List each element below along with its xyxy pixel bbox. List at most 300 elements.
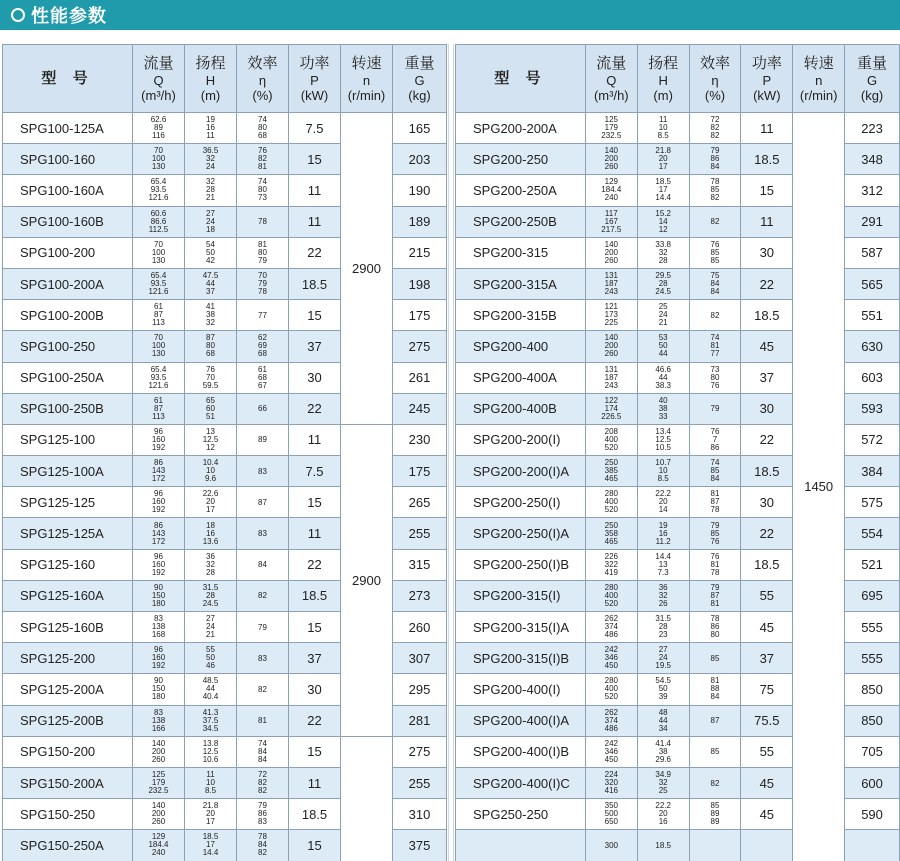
speed-cell: [341, 736, 393, 861]
q-value: 346: [604, 746, 618, 756]
model-cell: SPG200-315(I)A: [456, 612, 586, 643]
power-cell: 18.5: [741, 456, 793, 487]
model-cell: SPG200-250B: [456, 206, 586, 237]
q-cell: [133, 549, 185, 580]
e-value: 82: [258, 591, 267, 601]
e-value: 80: [258, 185, 267, 195]
h-value: 17: [206, 817, 215, 827]
table-header: [3, 45, 447, 113]
power-cell: 15: [289, 144, 341, 175]
power-cell: 18.5: [741, 300, 793, 331]
q-value: 138: [151, 622, 166, 632]
q-value: 87: [154, 310, 163, 320]
e-value: 62: [258, 333, 267, 343]
e-value: 77: [710, 349, 720, 359]
h-value: 19: [206, 115, 215, 125]
q-value: 87: [154, 403, 163, 413]
h-cell: [185, 175, 237, 206]
q-value: 150: [151, 684, 166, 694]
h-cell: [185, 206, 237, 237]
model-cell: SPG100-250: [3, 331, 133, 362]
weight-cell: 850: [845, 674, 900, 705]
e-value: 80: [258, 247, 267, 257]
q-value: 385: [604, 466, 618, 476]
h-value: 41.4: [655, 738, 671, 748]
e-value: 84: [258, 754, 267, 764]
e-value: 72: [710, 115, 720, 125]
e-cell: [689, 300, 741, 331]
h-cell: [185, 830, 237, 861]
q-value: 93.5: [150, 279, 167, 289]
h-value: 59.5: [202, 380, 219, 390]
power-cell: 15: [289, 612, 341, 643]
q-value: 192: [151, 567, 166, 577]
power-cell: 11: [289, 175, 341, 206]
q-cell: [585, 643, 637, 674]
h-cell: [185, 144, 237, 175]
q-cell: [585, 518, 637, 549]
h-value: 16: [206, 123, 215, 133]
e-cell: [689, 487, 741, 518]
h-cell: [185, 736, 237, 767]
header-flow-line: 流量: [143, 54, 174, 72]
model-cell: SPG200-400(I)B: [456, 736, 586, 767]
e-cell: [237, 456, 289, 487]
h-value: 26: [658, 598, 668, 608]
e-value: 7: [712, 434, 718, 444]
e-value: 89: [710, 817, 720, 827]
header-row: [3, 45, 447, 113]
header-power-line: 功率: [299, 54, 330, 72]
weight-cell: 203: [393, 144, 447, 175]
h-value: 27: [658, 645, 668, 655]
e-cell: [689, 456, 741, 487]
e-value: 85: [710, 528, 720, 538]
q-value: 224: [604, 770, 618, 780]
power-cell: 30: [289, 362, 341, 393]
e-value: 87: [710, 716, 720, 726]
h-cell: [637, 268, 689, 299]
h-value: 12: [206, 442, 215, 452]
e-cell: [689, 736, 741, 767]
h-value: 23: [658, 630, 668, 640]
e-value: 85: [710, 466, 720, 476]
header-row: [456, 45, 900, 113]
e-cell: [689, 767, 741, 798]
q-value: 260: [151, 817, 166, 827]
q-value: 130: [151, 162, 166, 172]
h-value: 21: [206, 193, 215, 203]
e-cell: [689, 612, 741, 643]
model-cell: SPG200-250(I): [456, 487, 586, 518]
h-value: 22.2: [655, 489, 671, 499]
e-cell: [237, 487, 289, 518]
q-cell: [133, 300, 185, 331]
header-head-line: (m): [653, 87, 673, 103]
h-value: 8.5: [657, 474, 669, 484]
h-value: 38.3: [655, 380, 671, 390]
h-cell: [637, 767, 689, 798]
header-weight-line: 重量: [404, 54, 435, 72]
h-cell: [637, 674, 689, 705]
h-value: 32: [206, 154, 215, 164]
h-cell: [185, 331, 237, 362]
header-speed: [793, 45, 845, 113]
header-flow: [585, 45, 637, 113]
h-value: 11: [206, 770, 215, 780]
h-cell: [185, 424, 237, 455]
h-value: 21: [206, 630, 215, 640]
model-cell: SPG125-125: [3, 487, 133, 518]
e-cell: [689, 643, 741, 674]
power-cell: 30: [289, 674, 341, 705]
e-value: 85: [710, 653, 720, 663]
e-value: 81: [258, 239, 267, 249]
q-cell: [585, 830, 637, 861]
h-value: 32: [658, 247, 668, 257]
q-value: 100: [151, 154, 166, 164]
header-weight-line: 重量: [857, 54, 888, 72]
weight-cell: 275: [393, 736, 447, 767]
h-value: 10: [206, 778, 215, 788]
h-value: 29.6: [655, 754, 671, 764]
e-value: 82: [258, 684, 267, 694]
h-value: 47.5: [202, 271, 219, 281]
q-cell: [133, 705, 185, 736]
q-value: 226: [604, 551, 618, 561]
model-cell: SPG200-315B: [456, 300, 586, 331]
q-value: 130: [151, 349, 166, 359]
header-power-line: P: [310, 72, 319, 88]
q-cell: [585, 456, 637, 487]
q-value: 121.6: [148, 380, 169, 390]
performance-table-left: [2, 44, 447, 861]
q-value: 280: [604, 582, 618, 592]
e-value: 79: [710, 582, 720, 592]
header-eff-line: η: [258, 72, 267, 88]
h-value: 32: [658, 590, 668, 600]
q-value: 225: [604, 318, 618, 328]
q-value: 280: [604, 489, 618, 499]
h-value: 17: [206, 840, 215, 850]
h-value: 68: [206, 349, 215, 359]
e-cell: [237, 237, 289, 268]
power-cell: 55: [741, 736, 793, 767]
model-cell: SPG125-100: [3, 424, 133, 455]
model-cell: SPG125-100A: [3, 456, 133, 487]
q-value: 168: [151, 630, 166, 640]
h-value: 16: [658, 528, 668, 538]
e-cell: [689, 362, 741, 393]
q-value: 520: [604, 505, 618, 515]
h-value: 14.4: [202, 848, 219, 858]
q-value: 322: [604, 559, 618, 569]
weight-cell: 261: [393, 362, 447, 393]
e-value: 74: [258, 177, 267, 187]
e-value: 84: [710, 287, 720, 297]
e-cell: [689, 518, 741, 549]
weight-cell: 630: [845, 331, 900, 362]
weight-cell: 705: [845, 736, 900, 767]
h-value: 42: [206, 255, 215, 265]
q-value: 129: [151, 832, 166, 842]
h-value: 10.4: [202, 458, 219, 468]
e-value: 68: [258, 131, 267, 141]
q-cell: [585, 113, 637, 144]
q-cell: [133, 113, 185, 144]
header-speed-line: n: [815, 72, 823, 88]
weight-cell: 551: [845, 300, 900, 331]
model-cell: SPG200-400(I)A: [456, 705, 586, 736]
q-cell: [585, 705, 637, 736]
e-value: 79: [710, 146, 720, 156]
h-cell: [637, 549, 689, 580]
e-value: 82: [710, 193, 720, 203]
e-value: 79: [710, 404, 720, 414]
weight-cell: 310: [393, 799, 447, 830]
h-value: 40: [658, 395, 668, 405]
q-value: 179: [604, 123, 618, 133]
header-eff-line: 效率: [247, 54, 278, 72]
h-value: 12.5: [655, 434, 671, 444]
q-value: 179: [151, 778, 166, 788]
h-value: 10.7: [655, 458, 671, 468]
e-cell: [237, 206, 289, 237]
e-value: 86: [258, 809, 267, 819]
h-value: 46.6: [655, 364, 671, 374]
e-cell: [689, 393, 741, 424]
h-cell: [637, 393, 689, 424]
q-cell: [585, 487, 637, 518]
e-cell: [689, 331, 741, 362]
q-value: 243: [604, 380, 618, 390]
h-value: 50: [206, 247, 215, 257]
q-value: 320: [604, 778, 618, 788]
h-cell: [185, 674, 237, 705]
h-value: 18.5: [655, 840, 671, 850]
power-cell: 75.5: [741, 705, 793, 736]
q-value: 226.5: [601, 411, 622, 421]
model-cell: SPG200-250(I)B: [456, 549, 586, 580]
h-value: 33.8: [655, 239, 671, 249]
h-value: 11: [206, 131, 215, 141]
weight-cell: 295: [393, 674, 447, 705]
q-value: 200: [604, 247, 618, 257]
e-value: 82: [258, 154, 267, 164]
e-cell: [689, 674, 741, 705]
header-speed: [341, 45, 393, 113]
header-weight-line: G: [414, 72, 425, 88]
header-eff-line: (%): [252, 87, 273, 103]
h-value: 21.8: [655, 146, 671, 156]
h-cell: [637, 518, 689, 549]
e-cell: [237, 643, 289, 674]
e-cell: [237, 705, 289, 736]
e-value: 83: [258, 529, 267, 539]
weight-cell: 275: [393, 331, 447, 362]
q-value: 200: [151, 746, 166, 756]
h-cell: [185, 612, 237, 643]
power-cell: 18.5: [741, 144, 793, 175]
q-value: 172: [151, 536, 166, 546]
q-value: 500: [604, 809, 618, 819]
model-cell: SPG150-250: [3, 799, 133, 830]
h-value: 39: [658, 692, 668, 702]
e-value: 83: [258, 817, 267, 827]
q-value: 180: [151, 692, 166, 702]
q-cell: [133, 362, 185, 393]
section-title: 性能参数: [31, 6, 107, 26]
model-cell: SPG200-200(I): [456, 424, 586, 455]
h-value: 19: [658, 520, 668, 530]
h-cell: [185, 549, 237, 580]
q-value: 240: [151, 848, 166, 858]
q-cell: [133, 674, 185, 705]
h-cell: [637, 206, 689, 237]
q-value: 232.5: [601, 131, 622, 141]
q-value: 260: [151, 754, 166, 764]
q-value: 262: [604, 614, 618, 624]
weight-cell: 215: [393, 237, 447, 268]
q-value: 113: [152, 411, 165, 421]
model-cell: SPG100-125A: [3, 113, 133, 144]
q-cell: [133, 518, 185, 549]
h-value: 55: [206, 645, 215, 655]
power-cell: 37: [289, 643, 341, 674]
q-value: 96: [154, 645, 163, 655]
weight-cell: 521: [845, 549, 900, 580]
power-cell: 18.5: [741, 549, 793, 580]
h-value: 18.5: [202, 832, 219, 842]
h-value: 41: [206, 302, 215, 312]
header-eff-line: 效率: [699, 54, 730, 72]
h-cell: [637, 643, 689, 674]
e-value: 70: [258, 271, 267, 281]
h-value: 54.5: [655, 676, 671, 686]
power-cell: 37: [741, 643, 793, 674]
q-cell: [133, 393, 185, 424]
power-cell: 30: [741, 237, 793, 268]
header-model: 型 号: [3, 45, 133, 113]
h-value: 28: [658, 255, 668, 265]
h-value: 24.5: [655, 287, 671, 297]
weight-cell: 348: [845, 144, 900, 175]
h-value: 10: [206, 466, 215, 476]
h-value: 31.5: [655, 614, 671, 624]
h-cell: [637, 424, 689, 455]
e-value: 84: [710, 474, 720, 484]
e-cell: [237, 424, 289, 455]
h-cell: [185, 300, 237, 331]
q-value: 465: [604, 536, 618, 546]
e-value: 82: [710, 123, 720, 133]
header-eff: [689, 45, 741, 113]
e-value: 85: [710, 255, 720, 265]
header-head-line: 扬程: [648, 54, 679, 72]
header-flow-line: 流量: [596, 54, 627, 72]
h-value: 20: [658, 154, 668, 164]
e-cell: [237, 674, 289, 705]
weight-cell: 603: [845, 362, 900, 393]
model-cell: SPG125-160: [3, 549, 133, 580]
h-value: 17: [658, 162, 668, 172]
q-cell: [585, 549, 637, 580]
e-cell: [237, 518, 289, 549]
q-cell: [133, 237, 185, 268]
h-value: 27: [206, 208, 215, 218]
e-cell: [237, 331, 289, 362]
e-value: 67: [258, 380, 267, 390]
h-value: 40.4: [202, 692, 219, 702]
h-value: 76: [206, 364, 215, 374]
h-value: 9.6: [204, 474, 217, 484]
q-value: 400: [604, 497, 618, 507]
h-value: 44: [206, 279, 215, 289]
power-cell: 15: [289, 736, 341, 767]
h-value: 24.5: [202, 598, 219, 608]
model-cell: SPG150-250A: [3, 830, 133, 861]
q-value: 90: [154, 676, 163, 686]
e-value: 82: [258, 848, 267, 858]
header-speed-line: (r/min): [799, 87, 838, 103]
table-body: [456, 113, 900, 861]
weight-cell: 850: [845, 705, 900, 736]
model-cell: SPG125-200A: [3, 674, 133, 705]
model-cell: SPG125-200B: [3, 705, 133, 736]
q-value: 242: [604, 645, 618, 655]
header-speed-line: n: [362, 72, 371, 88]
model-cell: SPG200-400(I)C: [456, 767, 586, 798]
e-cell: [689, 237, 741, 268]
q-cell: [585, 144, 637, 175]
power-cell: 37: [289, 331, 341, 362]
power-cell: 22: [741, 268, 793, 299]
e-value: 76: [710, 551, 720, 561]
q-cell: [585, 799, 637, 830]
q-cell: [133, 206, 185, 237]
e-cell: [237, 175, 289, 206]
e-cell: [689, 799, 741, 830]
h-cell: [637, 237, 689, 268]
e-value: 74: [258, 738, 267, 748]
e-value: 87: [258, 497, 267, 507]
h-cell: [185, 518, 237, 549]
h-cell: [637, 830, 689, 861]
weight-cell: [845, 830, 900, 861]
h-value: 22.2: [655, 801, 671, 811]
e-value: 84: [258, 560, 267, 570]
q-value: 96: [154, 551, 163, 561]
model-cell: SPG100-200: [3, 237, 133, 268]
q-cell: [133, 424, 185, 455]
q-value: 200: [604, 341, 618, 351]
q-value: 61: [154, 302, 163, 312]
weight-cell: 175: [393, 300, 447, 331]
power-cell: 7.5: [289, 456, 341, 487]
e-value: 79: [258, 255, 267, 265]
q-value: 166: [151, 723, 166, 733]
power-cell: 18.5: [289, 268, 341, 299]
q-value: 520: [604, 598, 618, 608]
q-value: 280: [604, 676, 618, 686]
h-cell: [637, 736, 689, 767]
q-cell: [133, 268, 185, 299]
header-flow-line: (m³/h): [141, 87, 176, 103]
header-weight: [845, 45, 900, 113]
h-value: 34: [658, 723, 668, 733]
q-value: 86: [154, 458, 163, 468]
h-value: 53: [658, 333, 668, 343]
